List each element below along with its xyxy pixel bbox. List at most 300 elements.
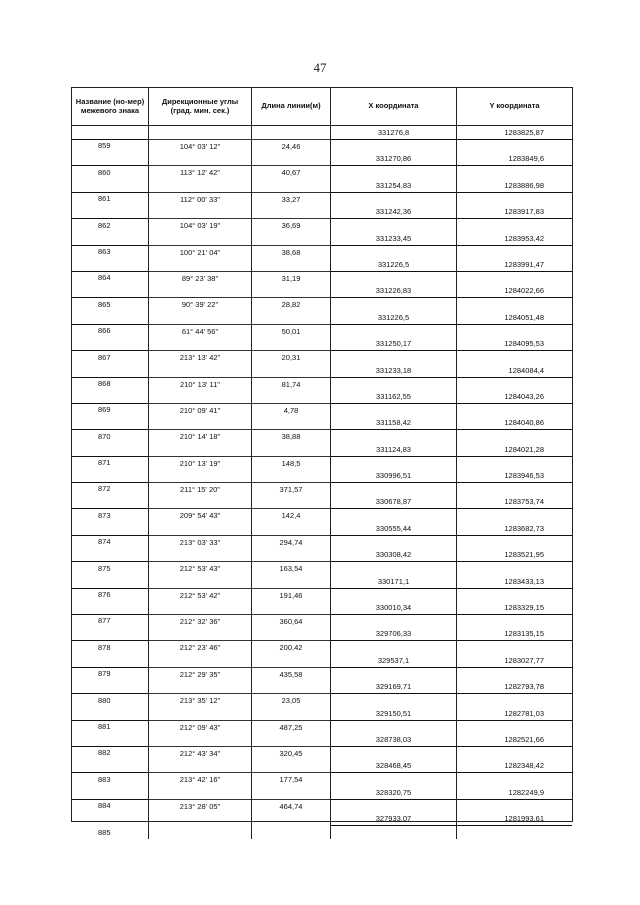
- x-coordinate: 329706,33: [375, 629, 412, 639]
- y-coordinate: 1284095,53: [504, 339, 544, 349]
- x-coordinate: 331270,86: [375, 154, 412, 164]
- table-header: [72, 88, 572, 126]
- x-coordinate: 331226,83: [375, 286, 412, 296]
- y-coordinate: 1284043,26: [504, 391, 544, 401]
- segment-angle: 210° 13' 11": [180, 379, 220, 389]
- point-name-cell: [72, 232, 149, 258]
- y-coordinate: 1283825,87: [504, 128, 544, 137]
- point-name-cell: [72, 522, 149, 548]
- length-cell: [252, 680, 331, 706]
- angle-cell: [149, 126, 252, 152]
- length-cell: [252, 179, 331, 205]
- segment-angle: 212° 53' 43": [179, 564, 221, 574]
- segment-length: 142,4: [281, 511, 301, 521]
- x-coordinate-cell: [331, 443, 457, 469]
- x-coordinate-cell: [331, 627, 457, 653]
- segment-length: 294,74: [279, 537, 303, 547]
- header-angles: Дирекционные углы (град. мин. сек.): [149, 88, 252, 125]
- x-coordinate: 329150,51: [375, 708, 412, 718]
- x-coordinate-cell: [331, 522, 457, 548]
- x-coordinate: 331124,83: [376, 444, 411, 454]
- x-coordinate: 330996,51: [375, 471, 412, 481]
- segment-length: 81,74: [281, 379, 301, 389]
- segment-angle: 212° 09' 43": [179, 722, 221, 732]
- x-coordinate: 330171,1: [377, 576, 410, 586]
- segment-length: 464,74: [279, 801, 303, 811]
- length-cell: [252, 390, 331, 416]
- length-cell: [252, 469, 331, 495]
- point-name: 861: [98, 194, 111, 204]
- segment-length: 36,69: [281, 221, 301, 231]
- point-name: 870: [98, 431, 111, 441]
- x-coordinate: 331254,83: [375, 180, 412, 190]
- angle-cell: [149, 364, 252, 390]
- table-row: [72, 443, 572, 469]
- x-coordinate: 331276,8: [377, 128, 410, 137]
- angle-cell: [149, 654, 252, 680]
- segment-length: 50,01: [281, 326, 301, 336]
- table-row: [72, 680, 572, 706]
- x-coordinate-cell: [331, 601, 457, 627]
- segment-angle: 100° 21' 04": [179, 247, 221, 257]
- x-coordinate: 331242,36: [375, 207, 412, 217]
- length-cell: [252, 707, 331, 733]
- point-name-cell: [72, 284, 149, 310]
- angle-cell: [149, 601, 252, 627]
- length-cell: [252, 654, 331, 680]
- segment-angle: 104° 03' 12": [179, 142, 221, 151]
- length-cell: [252, 205, 331, 231]
- table-row: [72, 654, 572, 680]
- segment-angle: 209° 54' 43": [179, 511, 221, 521]
- length-cell: [252, 548, 331, 574]
- segment-length: 191,46: [279, 590, 303, 600]
- x-coordinate: 331233,18: [375, 365, 412, 375]
- x-coordinate-cell: [331, 733, 457, 759]
- point-name-cell: [72, 495, 149, 521]
- point-name: 883: [98, 774, 111, 784]
- point-name-cell: [72, 390, 149, 416]
- segment-angle: 104° 03' 19": [179, 221, 221, 231]
- x-coordinate: 329169,71: [375, 682, 412, 692]
- segment-angle: 210° 13' 19": [179, 458, 221, 468]
- table-row: [72, 733, 572, 759]
- segment-length: 23,05: [281, 696, 301, 706]
- y-coordinate: 1284022,66: [504, 286, 544, 296]
- table-row: [72, 548, 572, 574]
- y-coordinate-cell: [457, 575, 572, 601]
- point-name-cell: [72, 812, 149, 838]
- x-coordinate-cell: [331, 258, 457, 284]
- length-cell: [252, 337, 331, 363]
- length-cell: [252, 258, 331, 284]
- point-name-cell: [72, 654, 149, 680]
- length-cell: [252, 443, 331, 469]
- segment-angle: 213° 42' 16": [179, 775, 221, 785]
- x-coordinate-cell: [331, 416, 457, 442]
- y-coordinate-cell: [457, 627, 572, 653]
- point-name: 867: [98, 352, 111, 362]
- y-coordinate-cell: [457, 733, 572, 759]
- y-coordinate: 1284040,86: [504, 418, 544, 428]
- table-row: [72, 495, 572, 521]
- table-row: [72, 627, 572, 653]
- y-coordinate-cell: [457, 443, 572, 469]
- segment-angle: 212° 29' 35": [179, 669, 221, 679]
- length-cell: [252, 733, 331, 759]
- point-name-cell: [72, 707, 149, 733]
- angle-cell: [149, 205, 252, 231]
- y-coordinate: 1283991,47: [504, 259, 544, 269]
- y-coordinate-cell: [457, 601, 572, 627]
- segment-angle: 61° 44' 56": [181, 326, 219, 336]
- table-row: [72, 416, 572, 442]
- table-row: [72, 284, 572, 310]
- table-row: [72, 364, 572, 390]
- y-coordinate-cell: [457, 258, 572, 284]
- segment-angle: 212° 23' 46": [179, 643, 221, 653]
- angle-cell: [149, 786, 252, 812]
- point-name: 859: [98, 141, 111, 151]
- y-coordinate: 1281993,61: [504, 814, 544, 824]
- segment-angle: 212° 32' 36": [179, 617, 221, 627]
- table-body: [72, 126, 572, 837]
- y-coordinate: 1282249,9: [508, 787, 544, 797]
- segment-length: 28,82: [281, 300, 301, 310]
- y-coordinate-cell: [457, 759, 572, 785]
- segment-angle: 90° 39' 22": [181, 300, 219, 310]
- y-coordinate-cell: [457, 232, 572, 258]
- point-name-cell: [72, 443, 149, 469]
- table-row: [72, 759, 572, 785]
- x-coordinate: 331226,5: [377, 259, 410, 269]
- table-row: [72, 179, 572, 205]
- angle-cell: [149, 258, 252, 284]
- table-row: [72, 311, 572, 337]
- segment-angle: 112° 00' 33": [180, 194, 220, 204]
- point-name: 878: [98, 642, 111, 652]
- point-name: 871: [98, 458, 111, 468]
- angle-cell: [149, 337, 252, 363]
- x-coordinate: 328468,45: [375, 761, 412, 771]
- x-coordinate: 330308,42: [375, 550, 412, 560]
- segment-angle: 210° 14' 18": [179, 432, 221, 442]
- angle-cell: [149, 522, 252, 548]
- y-coordinate-cell: [457, 680, 572, 706]
- table-row: [72, 601, 572, 627]
- segment-length: 200,42: [279, 643, 303, 653]
- x-coordinate: 331226,5: [377, 312, 410, 322]
- y-coordinate: 1283953,42: [504, 233, 544, 243]
- x-coordinate: 328320,75: [375, 787, 412, 797]
- point-name-cell: [72, 733, 149, 759]
- y-coordinate: 1282793,78: [504, 682, 544, 692]
- segment-angle: 89° 23' 38": [181, 273, 219, 283]
- point-name-cell: [72, 627, 149, 653]
- y-coordinate-cell: [457, 205, 572, 231]
- angle-cell: [149, 152, 252, 178]
- length-cell: [252, 759, 331, 785]
- table-row: [72, 707, 572, 733]
- x-coordinate: 331162,55: [376, 391, 411, 401]
- y-coordinate: 1283946,53: [504, 471, 544, 481]
- segment-angle: 213° 13' 42": [179, 353, 221, 363]
- length-cell: [252, 364, 331, 390]
- y-coordinate-cell: [457, 707, 572, 733]
- angle-cell: [149, 469, 252, 495]
- angle-cell: [149, 311, 252, 337]
- point-name-cell: [72, 601, 149, 627]
- segment-angle: 113° 12' 42": [180, 168, 220, 178]
- x-coordinate-cell: [331, 390, 457, 416]
- angle-cell: [149, 232, 252, 258]
- point-name-cell: [72, 179, 149, 205]
- y-coordinate-cell: [457, 311, 572, 337]
- x-coordinate-cell: [331, 337, 457, 363]
- table-row: [72, 522, 572, 548]
- y-coordinate: 1284021,28: [504, 444, 544, 454]
- y-coordinate: 1283849,6: [508, 154, 544, 164]
- x-coordinate-cell: [331, 654, 457, 680]
- length-cell: [252, 416, 331, 442]
- segment-length: 31,19: [281, 273, 301, 283]
- x-coordinate-cell: [331, 680, 457, 706]
- y-coordinate: 1283521,95: [504, 550, 544, 560]
- segment-length: 371,57: [279, 485, 303, 495]
- length-cell: [252, 152, 331, 178]
- length-cell: [252, 126, 331, 152]
- x-coordinate-cell: [331, 786, 457, 812]
- x-coordinate: 330555,44: [375, 523, 412, 533]
- x-coordinate-cell: [331, 364, 457, 390]
- x-coordinate-cell: [331, 205, 457, 231]
- segment-length: 163,54: [279, 564, 303, 574]
- y-coordinate: 1283433,13: [504, 576, 544, 586]
- y-coordinate-cell: [457, 654, 572, 680]
- angle-cell: [149, 812, 252, 838]
- point-name: 866: [98, 326, 111, 336]
- point-name-cell: [72, 337, 149, 363]
- y-coordinate: 1283753,74: [504, 497, 544, 507]
- segment-angle: 211° 15' 20": [180, 485, 220, 495]
- y-coordinate: 1283886,98: [504, 180, 544, 190]
- x-coordinate-cell: [331, 812, 457, 838]
- y-coordinate-cell: [457, 337, 572, 363]
- x-coordinate-cell: [331, 495, 457, 521]
- table-row: [72, 575, 572, 601]
- table-row: [72, 469, 572, 495]
- x-coordinate: 330010,34: [375, 603, 412, 613]
- x-coordinate-cell: [331, 575, 457, 601]
- y-coordinate-cell: [457, 786, 572, 812]
- point-name: 875: [98, 563, 111, 573]
- table-row: [72, 812, 572, 838]
- length-cell: [252, 601, 331, 627]
- point-name: 872: [98, 484, 111, 494]
- table-row: [72, 232, 572, 258]
- length-cell: [252, 575, 331, 601]
- x-coordinate: 331158,42: [376, 418, 411, 428]
- segment-length: 20,31: [281, 353, 301, 363]
- segment-angle: 212° 53' 42": [179, 590, 221, 600]
- point-name: 880: [98, 695, 111, 705]
- segment-angle: 213° 03' 33": [179, 537, 221, 547]
- table-row: [72, 152, 572, 178]
- segment-length: 4,78: [283, 405, 299, 415]
- angle-cell: [149, 707, 252, 733]
- point-name: 879: [98, 669, 111, 679]
- point-name: 881: [98, 721, 111, 731]
- x-coordinate-cell: [331, 126, 457, 152]
- point-name-cell: [72, 126, 149, 152]
- x-coordinate: 331250,17: [375, 339, 412, 349]
- length-cell: [252, 786, 331, 812]
- y-coordinate: 1283917,83: [504, 207, 544, 217]
- angle-cell: [149, 390, 252, 416]
- point-name: 874: [98, 537, 111, 547]
- point-name-cell: [72, 152, 149, 178]
- y-coordinate: 1283682,73: [504, 523, 544, 533]
- point-name: 864: [98, 273, 111, 283]
- point-name: 860: [98, 167, 111, 177]
- x-coordinate: 327933,07: [375, 814, 412, 824]
- y-coordinate-cell: [457, 179, 572, 205]
- x-coordinate-cell: [331, 311, 457, 337]
- coordinates-table: [71, 87, 573, 837]
- y-coordinate: 1283027,77: [504, 655, 544, 665]
- length-cell: [252, 627, 331, 653]
- segment-length: 38,68: [281, 247, 301, 257]
- x-coordinate-cell: [331, 179, 457, 205]
- angle-cell: [149, 284, 252, 310]
- length-cell: [252, 311, 331, 337]
- point-name-cell: [72, 548, 149, 574]
- x-coordinate: 328738,03: [375, 734, 412, 744]
- segment-length: 40,67: [281, 168, 301, 178]
- angle-cell: [149, 179, 252, 205]
- segment-angle: 213° 28' 05": [179, 801, 221, 811]
- header-length: Длина линии(м): [252, 88, 331, 125]
- x-coordinate-cell: [331, 469, 457, 495]
- point-name-cell: [72, 469, 149, 495]
- point-name: 869: [98, 405, 111, 415]
- y-coordinate-cell: [457, 284, 572, 310]
- length-cell: [252, 812, 331, 838]
- y-coordinate-cell: [457, 469, 572, 495]
- point-name: 865: [98, 299, 111, 309]
- table-row: [72, 786, 572, 812]
- y-coordinate: 1283135,15: [504, 629, 544, 639]
- point-name-cell: [72, 680, 149, 706]
- y-coordinate-cell: [457, 364, 572, 390]
- y-coordinate-cell: [457, 548, 572, 574]
- length-cell: [252, 284, 331, 310]
- point-name: 877: [98, 616, 111, 626]
- segment-angle: 210° 09' 41": [179, 405, 221, 415]
- y-coordinate: 1282521,66: [504, 734, 544, 744]
- segment-length: 435,58: [279, 669, 303, 679]
- y-coordinate: 1283329,15: [504, 603, 544, 613]
- table-row: [72, 337, 572, 363]
- header-name: Название (но-мер) межевого знака: [72, 88, 149, 125]
- y-coordinate-cell: [457, 812, 572, 838]
- point-name-cell: [72, 364, 149, 390]
- x-coordinate-cell: [331, 759, 457, 785]
- angle-cell: [149, 495, 252, 521]
- segment-length: 360,64: [279, 617, 303, 627]
- point-name: 882: [98, 748, 111, 758]
- angle-cell: [149, 759, 252, 785]
- y-coordinate-cell: [457, 522, 572, 548]
- point-name: 868: [98, 378, 111, 388]
- point-name-cell: [72, 311, 149, 337]
- point-name: 873: [98, 510, 111, 520]
- header-y: Y координата: [489, 101, 540, 111]
- segment-angle: 213° 35' 12": [179, 696, 221, 706]
- point-name-cell: [72, 575, 149, 601]
- y-coordinate: 1282781,03: [504, 708, 544, 718]
- segment-angle: 212° 43' 34": [179, 748, 221, 758]
- segment-length: 177,54: [279, 775, 303, 785]
- table-row: [72, 126, 572, 152]
- length-cell: [252, 232, 331, 258]
- header-x: X координата: [331, 88, 457, 125]
- x-coordinate-cell: [331, 232, 457, 258]
- y-coordinate: 1282348,42: [504, 761, 544, 771]
- y-coordinate-cell: [457, 152, 572, 178]
- x-coordinate: 331233,45: [375, 233, 412, 243]
- x-coordinate-cell: [331, 152, 457, 178]
- segment-length: 33,27: [281, 194, 301, 204]
- point-name-cell: [72, 786, 149, 812]
- angle-cell: [149, 443, 252, 469]
- point-name-cell: [72, 258, 149, 284]
- segment-length: 38,88: [281, 432, 301, 442]
- angle-cell: [149, 733, 252, 759]
- point-name-cell: [72, 416, 149, 442]
- length-cell: [252, 495, 331, 521]
- angle-cell: [149, 575, 252, 601]
- table-row: [72, 205, 572, 231]
- y-coordinate-cell: [457, 416, 572, 442]
- x-coordinate: 329537,1: [377, 655, 410, 665]
- x-coordinate: 330678,87: [375, 497, 412, 507]
- y-coordinate: 1284084,4: [508, 365, 544, 375]
- page-number: 47: [313, 60, 327, 75]
- angle-cell: [149, 416, 252, 442]
- table-row: [72, 390, 572, 416]
- point-name: 862: [98, 220, 111, 230]
- y-coordinate-cell: [457, 390, 572, 416]
- point-name-cell: [72, 759, 149, 785]
- segment-length: 148,5: [281, 458, 301, 468]
- y-coordinate: 1284051,48: [504, 312, 544, 322]
- angle-cell: [149, 627, 252, 653]
- y-coordinate-cell: [457, 126, 572, 152]
- x-coordinate-cell: [331, 284, 457, 310]
- point-name: 884: [98, 801, 111, 811]
- point-name-cell: [72, 205, 149, 231]
- point-name: 863: [98, 246, 111, 256]
- y-coordinate-cell: [457, 495, 572, 521]
- segment-length: 24,46: [281, 142, 301, 151]
- angle-cell: [149, 680, 252, 706]
- angle-cell: [149, 548, 252, 574]
- segment-length: 487,25: [279, 722, 303, 732]
- segment-length: 320,45: [279, 748, 303, 758]
- x-coordinate-cell: [331, 548, 457, 574]
- point-name: 876: [98, 590, 111, 600]
